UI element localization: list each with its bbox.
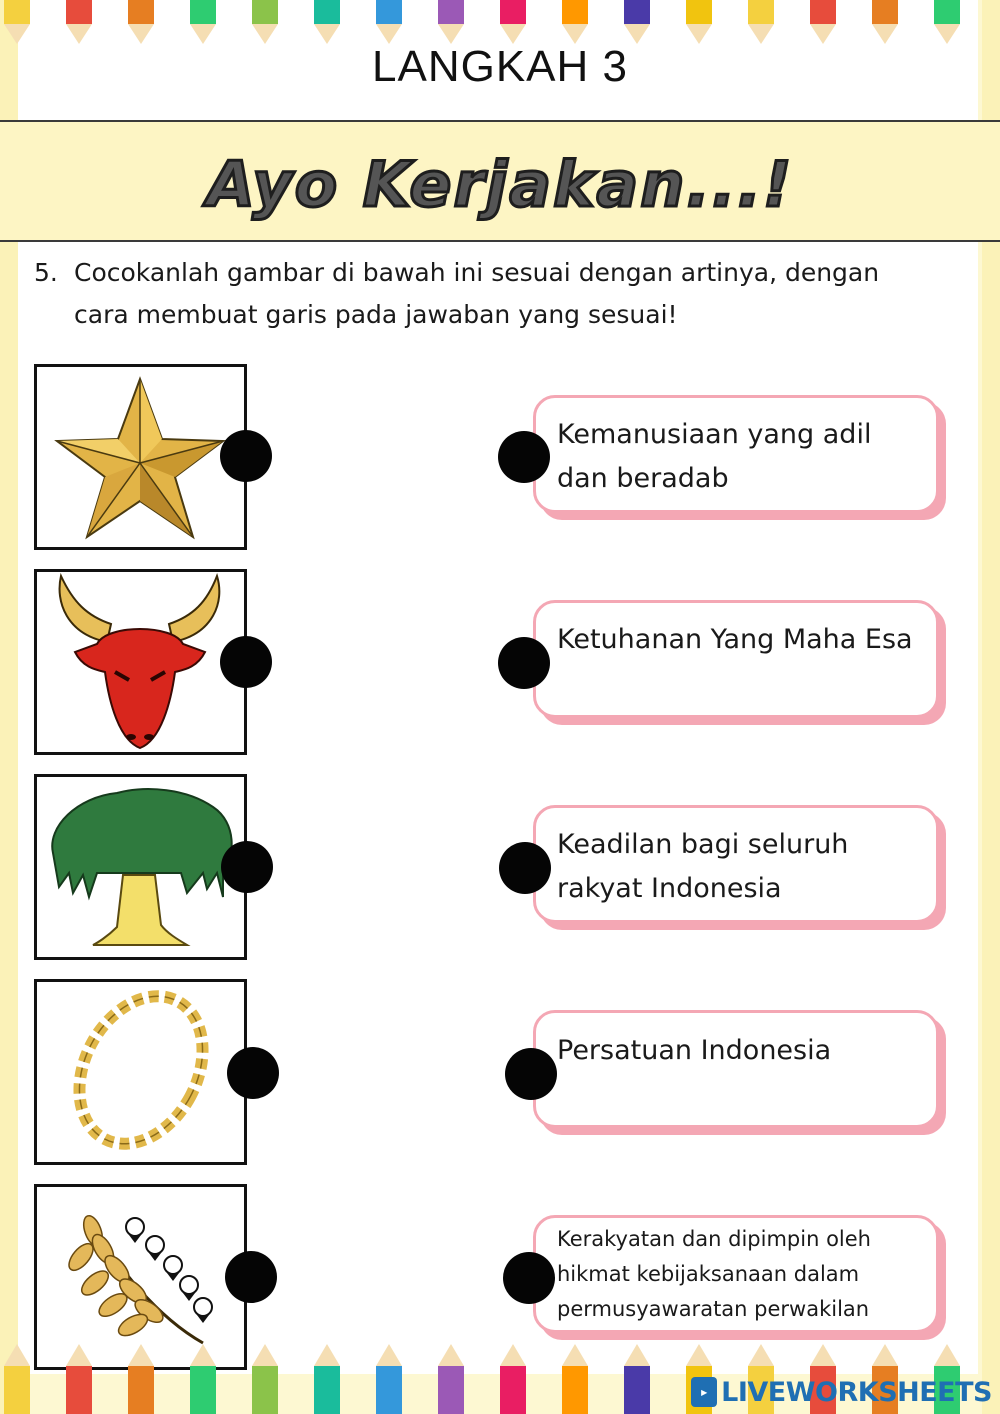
pencil-tip bbox=[66, 24, 92, 44]
pencil-tip bbox=[252, 1344, 278, 1366]
pencil-body bbox=[128, 0, 154, 24]
pencil-body bbox=[314, 1366, 340, 1414]
pencil-tip bbox=[810, 24, 836, 44]
answer-text-5: Kerakyatan dan dipimpin oleh hikmat kebijaksanaan dalam permusyawaratan perwakilan bbox=[557, 1227, 871, 1321]
pencil-tip bbox=[872, 24, 898, 44]
pencil-body bbox=[314, 0, 340, 24]
pencil-body bbox=[4, 1366, 30, 1414]
pencil-body bbox=[562, 0, 588, 24]
pencil-tip bbox=[128, 1344, 154, 1366]
pencil-body bbox=[252, 0, 278, 24]
pencil-tip bbox=[4, 1344, 30, 1366]
pencil-tip bbox=[562, 24, 588, 44]
image-box-chain bbox=[34, 979, 247, 1165]
question-text: Cocokanlah gambar di bawah ini sesuai dengan artinya, dengan cara membuat garis pada jawaban yang sesuai! bbox=[74, 258, 880, 329]
chain-icon bbox=[37, 982, 244, 1162]
pencil-body bbox=[128, 1366, 154, 1414]
pencil-tip bbox=[500, 24, 526, 44]
image-box-bull bbox=[34, 569, 247, 755]
instruction bbox=[34, 252, 934, 336]
logo-badge-icon: ▶ bbox=[691, 1377, 717, 1407]
right-connector-dot-5[interactable] bbox=[503, 1252, 555, 1304]
pencil-tip bbox=[686, 24, 712, 44]
pencil-tip bbox=[748, 1344, 774, 1366]
pencil-body bbox=[376, 0, 402, 24]
pencil-body bbox=[376, 1366, 402, 1414]
image-box-tree bbox=[34, 774, 247, 960]
right-connector-dot-2[interactable] bbox=[498, 637, 550, 689]
step-title: LANGKAH 3 bbox=[372, 42, 628, 91]
left-connector-dot-3[interactable] bbox=[221, 841, 273, 893]
pencil-tip bbox=[252, 24, 278, 44]
left-connector-dot-4[interactable] bbox=[227, 1047, 279, 1099]
pencil-tip bbox=[562, 1344, 588, 1366]
pencil-tip bbox=[624, 1344, 650, 1366]
pencil-body bbox=[934, 0, 960, 24]
pencil-tip bbox=[810, 1344, 836, 1366]
answer-text-2: Ketuhanan Yang Maha Esa bbox=[557, 624, 913, 655]
pencil-body bbox=[810, 0, 836, 24]
pencil-tip bbox=[500, 1344, 526, 1366]
liveworksheets-logo bbox=[691, 1374, 992, 1410]
pencil-body bbox=[4, 0, 30, 24]
right-connector-dot-4[interactable] bbox=[505, 1048, 557, 1100]
answer-text-1: Kemanusiaan yang adil dan beradab bbox=[557, 419, 872, 494]
pencil-tip bbox=[376, 24, 402, 44]
pencil-tip bbox=[128, 24, 154, 44]
pencil-tip bbox=[438, 24, 464, 44]
pencil-tip bbox=[4, 24, 30, 44]
pencil-body bbox=[500, 1366, 526, 1414]
pencil-tip bbox=[934, 1344, 960, 1366]
pencil-body bbox=[562, 1366, 588, 1414]
pencil-tip bbox=[190, 24, 216, 44]
pencil-tip bbox=[190, 1344, 216, 1366]
question-number: 5. bbox=[34, 258, 58, 287]
pencil-body bbox=[438, 0, 464, 24]
pencil-tip bbox=[66, 1344, 92, 1366]
pencil-tip bbox=[934, 24, 960, 44]
pencil-body bbox=[686, 0, 712, 24]
pencil-tip bbox=[314, 1344, 340, 1366]
headline: Ayo Kerjakan...! bbox=[206, 148, 794, 221]
pencil-tip bbox=[872, 1344, 898, 1366]
pencil-tip bbox=[686, 1344, 712, 1366]
banyan-tree-icon bbox=[37, 777, 244, 957]
watermark-text: LIVEWORKSHEETS bbox=[721, 1376, 992, 1408]
pencil-tip bbox=[624, 24, 650, 44]
pencil-body bbox=[438, 1366, 464, 1414]
pencil-body bbox=[190, 0, 216, 24]
left-connector-dot-1[interactable] bbox=[220, 430, 272, 482]
pencil-body bbox=[66, 1366, 92, 1414]
pencil-body bbox=[500, 0, 526, 24]
pencil-body bbox=[190, 1366, 216, 1414]
image-box-star bbox=[34, 364, 247, 550]
pencil-tip bbox=[748, 24, 774, 44]
star-icon bbox=[37, 367, 244, 547]
pencil-body bbox=[624, 1366, 650, 1414]
pencil-body bbox=[624, 0, 650, 24]
answer-text-3: Keadilan bagi seluruh rakyat Indonesia bbox=[557, 829, 849, 904]
pencil-tip bbox=[314, 24, 340, 44]
right-connector-dot-3[interactable] bbox=[499, 842, 551, 894]
pencil-border-top bbox=[0, 0, 1000, 48]
answer-text-4: Persatuan Indonesia bbox=[557, 1035, 832, 1066]
pencil-body bbox=[748, 0, 774, 24]
pencil-body bbox=[252, 1366, 278, 1414]
bull-head-icon bbox=[37, 572, 244, 752]
pencil-tip bbox=[376, 1344, 402, 1366]
left-connector-dot-5[interactable] bbox=[225, 1251, 277, 1303]
right-connector-dot-1[interactable] bbox=[498, 431, 550, 483]
pencil-tip bbox=[438, 1344, 464, 1366]
left-connector-dot-2[interactable] bbox=[220, 636, 272, 688]
pencil-body bbox=[872, 0, 898, 24]
pencil-body bbox=[66, 0, 92, 24]
